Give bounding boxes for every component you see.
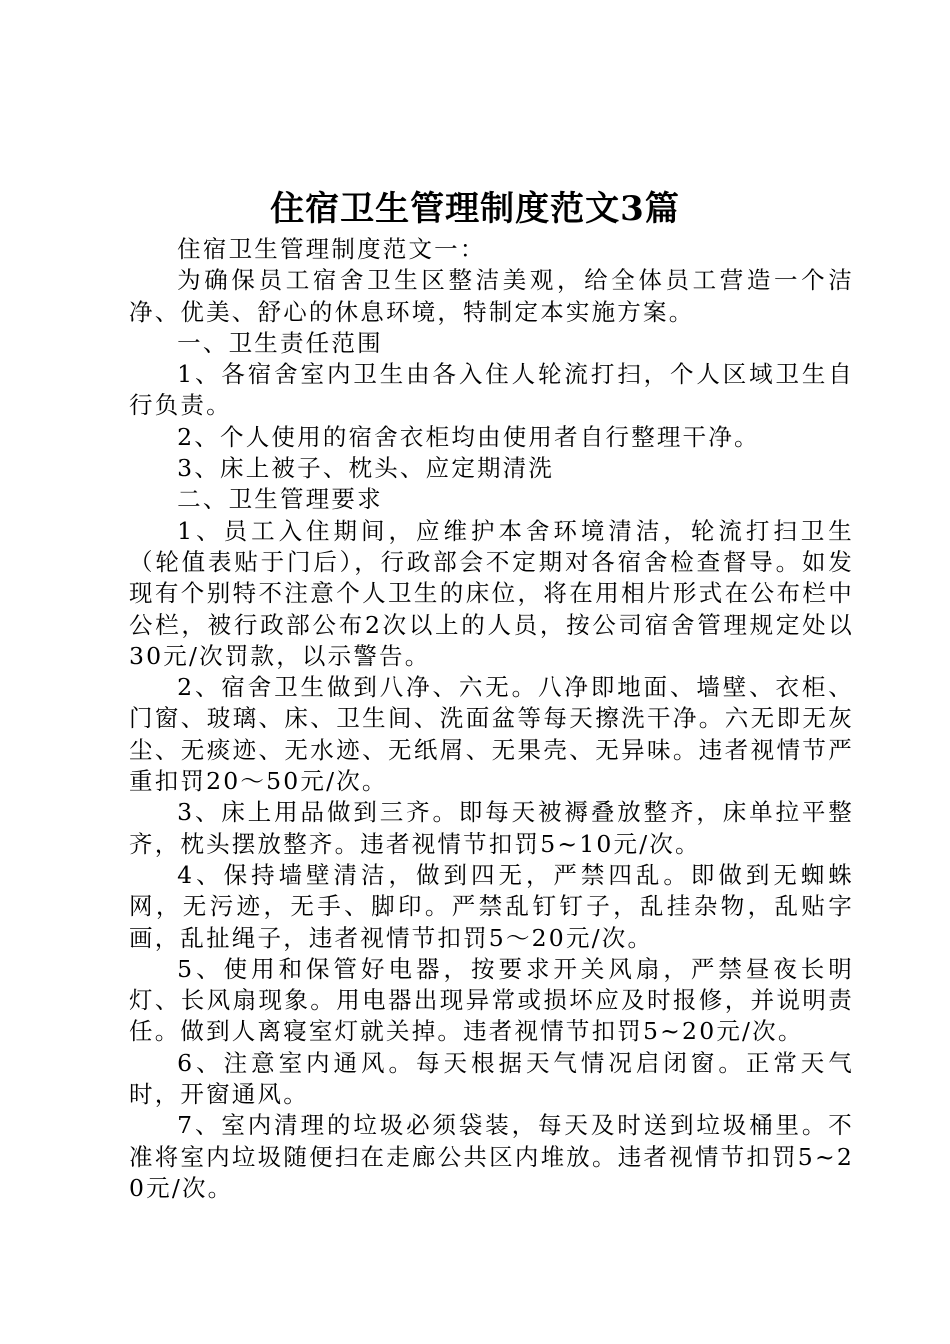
responsibility-item-1: 1、各宿舍室内卫生由各入住人轮流打扫，个人区域卫生自行负责。 [129, 360, 854, 420]
section-heading-sample-one: 住宿卫生管理制度范文一： [177, 235, 486, 263]
requirement-item-1: 1、员工入住期间，应维护本舍环境清洁，轮流打扫卫生（轮值表贴于门后），行政部会不定期对各宿舍检查督导。如发现有个别特不注意个人卫生的床位，将在用相片形式在公布栏中公栏，被行政部公布2次以上的人员，按公司宿舍管理规定处以30元/次罚款，以示警告。 [129, 516, 854, 670]
requirement-item-7: 7、室内清理的垃圾必须袋装，每天及时送到垃圾桶里。不准将室内垃圾随便扫在走廊公共区内堆放。违者视情节扣罚5~20元/次。 [129, 1111, 854, 1202]
requirement-item-5: 5、使用和保管好电器，按要求开关风扇，严禁昼夜长明灯、长风扇现象。用电器出现异常或损坏应及时报修，并说明责任。做到人离寝室灯就关掉。违者视情节扣罚5~20元/次。 [129, 954, 854, 1046]
requirement-item-2: 2、宿舍卫生做到八净、六无。八净即地面、墙壁、衣柜、门窗、玻璃、床、卫生间、洗面盆等每天擦洗干净。六无即无灰尘、无痰迹、无水迹、无纸屑、无果壳、无异味。违者视情节严重扣罚20～50元/次。 [129, 673, 854, 796]
section-heading-responsibility: 一、卫生责任范围 [177, 328, 383, 357]
requirement-item-3: 3、床上用品做到三齐。即每天被褥叠放整齐，床单拉平整齐，枕头摆放整齐。违者视情节扣罚5~10元/次。 [129, 798, 854, 858]
document-body [129, 234, 854, 1204]
responsibility-item-3: 3、床上被子、枕头、应定期清洗 [177, 454, 555, 483]
requirement-item-6: 6、注意室内通风。每天根据天气情况启闭窗。正常天气时，开窗通风。 [129, 1048, 854, 1109]
responsibility-item-2: 2、个人使用的宿舍衣柜均由使用者自行整理干净。 [177, 422, 760, 451]
intro-paragraph: 为确保员工宿舍卫生区整洁美观，给全体员工营造一个洁净、优美、舒心的休息环境，特制定本实施方案。 [129, 266, 854, 326]
section-heading-requirements: 二、卫生管理要求 [177, 485, 383, 514]
requirement-item-4: 4、保持墙壁清洁，做到四无，严禁四乱。即做到无蜘蛛网，无污迹，无手、脚印。严禁乱钉钉子，乱挂杂物，乱贴字画，乱扯绳子，违者视情节扣罚5～20元/次。 [129, 860, 854, 952]
document-title: 住宿卫生管理制度范文3篇 [270, 189, 680, 229]
